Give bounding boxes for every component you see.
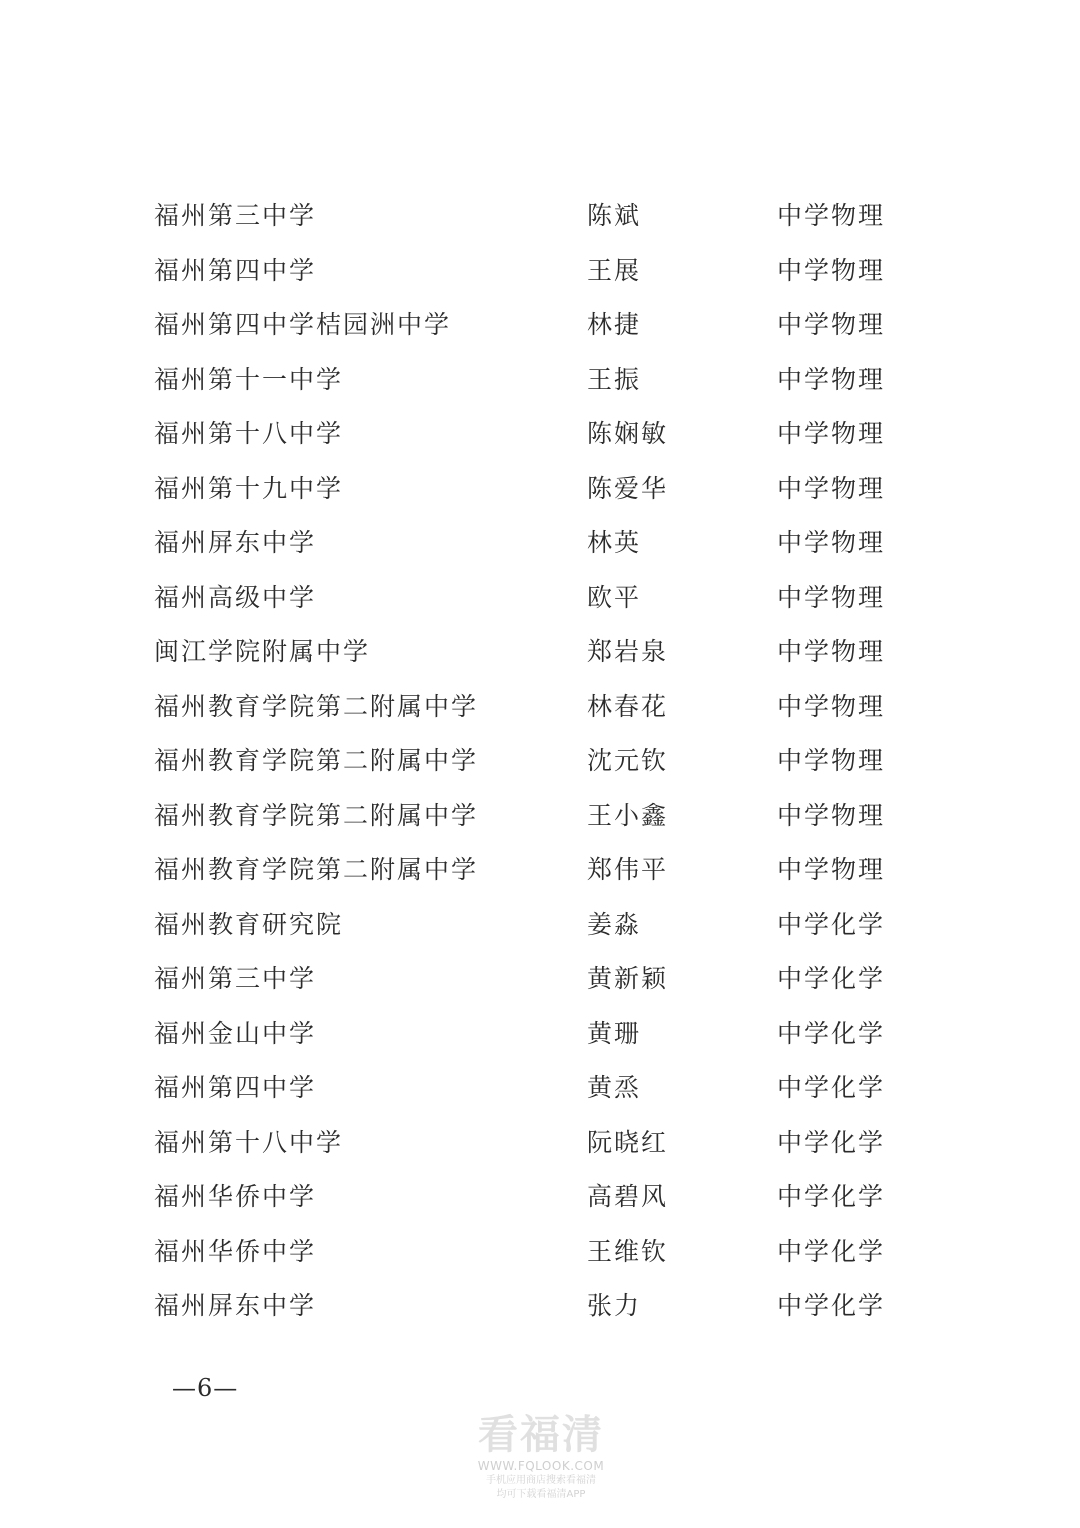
watermark — [470, 1412, 612, 1502]
school-cell: 福州教育研究院 — [154, 909, 344, 939]
name-cell: 黄珊 — [587, 1018, 642, 1048]
watermark-url: WWW.FQLOOK.COM — [477, 1459, 605, 1473]
page-number: —6— — [172, 1374, 239, 1402]
subject-cell: 中学物理 — [777, 855, 886, 884]
school-cell: 福州第十九中学 — [154, 473, 344, 503]
name-cell: 陈娴敏 — [587, 419, 669, 448]
subject-cell: 中学化学 — [777, 1236, 886, 1266]
name-cell: 沈元钦 — [587, 746, 669, 775]
name-cell: 林英 — [587, 528, 642, 557]
table-row — [0, 1062, 1080, 1117]
subject-cell: 中学化学 — [777, 1018, 886, 1048]
school-cell: 福州第三中学 — [154, 964, 317, 993]
watermark-line-1: 手机应用商店搜索看福清 — [486, 1475, 596, 1486]
school-cell: 福州教育学院第二附属中学 — [154, 800, 479, 830]
subject-cell: 中学物理 — [777, 746, 886, 775]
subject-cell: 中学物理 — [777, 364, 886, 394]
table-row — [0, 1117, 1080, 1172]
subject-cell: 中学化学 — [777, 964, 886, 993]
table-row — [0, 517, 1080, 572]
subject-cell: 中学物理 — [777, 310, 886, 339]
subject-cell: 中学化学 — [777, 1182, 886, 1211]
subject-cell: 中学物理 — [777, 255, 886, 285]
table-row — [0, 299, 1080, 354]
table-row — [0, 1171, 1080, 1226]
name-cell: 王展 — [587, 255, 642, 285]
name-cell: 黄烝 — [587, 1073, 642, 1102]
subject-cell: 中学物理 — [777, 419, 886, 448]
school-cell: 福州第十一中学 — [154, 364, 344, 394]
watermark-logo: 看福清 — [478, 1412, 604, 1458]
school-cell: 福州第三中学 — [154, 201, 317, 230]
roster-list — [0, 190, 1080, 1335]
table-row — [0, 190, 1080, 245]
name-cell: 郑伟平 — [587, 855, 669, 884]
name-cell: 陈爱华 — [587, 473, 669, 503]
school-cell: 福州屏东中学 — [154, 1291, 317, 1320]
school-cell: 福州教育学院第二附属中学 — [154, 691, 479, 721]
name-cell: 黄新颖 — [587, 964, 669, 993]
school-cell: 福州教育学院第二附属中学 — [154, 855, 479, 884]
school-cell: 福州华侨中学 — [154, 1182, 317, 1211]
name-cell: 王振 — [587, 364, 642, 394]
name-cell: 张力 — [587, 1291, 642, 1320]
table-row — [0, 408, 1080, 463]
table-row — [0, 245, 1080, 300]
table-row — [0, 572, 1080, 627]
school-cell: 福州第四中学桔园洲中学 — [154, 310, 452, 339]
name-cell: 王小鑫 — [587, 800, 669, 830]
school-cell: 福州金山中学 — [154, 1018, 317, 1048]
name-cell: 林春花 — [587, 691, 669, 721]
table-row — [0, 953, 1080, 1008]
name-cell: 欧平 — [587, 582, 642, 612]
school-cell: 福州华侨中学 — [154, 1236, 317, 1266]
table-row — [0, 844, 1080, 899]
subject-cell: 中学物理 — [777, 201, 886, 230]
school-cell: 福州第十八中学 — [154, 1127, 344, 1157]
table-row — [0, 354, 1080, 409]
table-row — [0, 735, 1080, 790]
table-row — [0, 626, 1080, 681]
table-row — [0, 790, 1080, 845]
name-cell: 林捷 — [587, 310, 642, 339]
table-row — [0, 1226, 1080, 1281]
name-cell: 王维钦 — [587, 1236, 669, 1266]
school-cell: 闽江学院附属中学 — [154, 637, 371, 666]
watermark-line-2: 均可下载看福清APP — [496, 1489, 586, 1500]
subject-cell: 中学物理 — [777, 528, 886, 557]
subject-cell: 中学物理 — [777, 800, 886, 830]
subject-cell: 中学物理 — [777, 637, 886, 666]
table-row — [0, 463, 1080, 518]
name-cell: 姜淼 — [587, 909, 642, 939]
table-row — [0, 1008, 1080, 1063]
table-row — [0, 899, 1080, 954]
subject-cell: 中学化学 — [777, 909, 886, 939]
subject-cell: 中学化学 — [777, 1073, 886, 1102]
name-cell: 高碧风 — [587, 1182, 669, 1211]
school-cell: 福州第十八中学 — [154, 419, 344, 448]
subject-cell: 中学化学 — [777, 1127, 886, 1157]
subject-cell: 中学化学 — [777, 1291, 886, 1320]
school-cell: 福州屏东中学 — [154, 528, 317, 557]
name-cell: 阮晓红 — [587, 1127, 669, 1157]
table-row — [0, 1280, 1080, 1335]
subject-cell: 中学物理 — [777, 691, 886, 721]
subject-cell: 中学物理 — [777, 582, 886, 612]
table-row — [0, 681, 1080, 736]
subject-cell: 中学物理 — [777, 473, 886, 503]
name-cell: 郑岩泉 — [587, 637, 669, 666]
school-cell: 福州第四中学 — [154, 1073, 317, 1102]
school-cell: 福州教育学院第二附属中学 — [154, 746, 479, 775]
school-cell: 福州高级中学 — [154, 582, 317, 612]
school-cell: 福州第四中学 — [154, 255, 317, 285]
name-cell: 陈斌 — [587, 201, 642, 230]
